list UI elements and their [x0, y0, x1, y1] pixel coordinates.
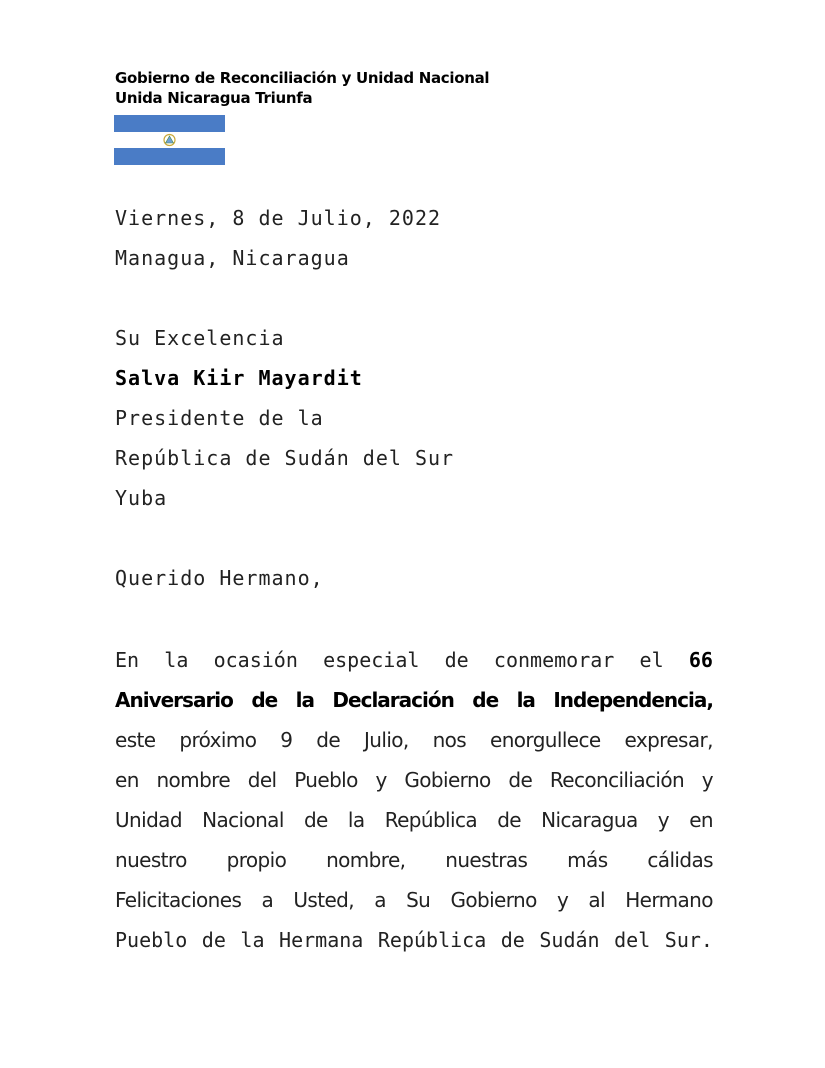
letter-body — [115, 646, 713, 966]
body-line: En la ocasión especial de conmemorar el 66 — [115, 646, 713, 686]
letterhead-motto: Unida Nicaragua Triunfa — [115, 89, 313, 107]
body-line: en nombre del Pueblo y Gobierno de Reconciliación y — [115, 768, 713, 792]
recipient-name: Salva Kiir Mayardit — [115, 366, 363, 390]
recipient-title-2: República de Sudán del Sur — [115, 446, 455, 470]
letter-place: Managua, Nicaragua — [115, 246, 350, 270]
body-line: Felicitaciones a Usted, a Su Gobierno y al Hermano — [115, 888, 713, 912]
recipient-title-1: Presidente de la — [115, 406, 324, 430]
body-line: Unidad Nacional de la República de Nicaragua y en — [115, 808, 713, 832]
salutation: Querido Hermano, — [115, 566, 324, 590]
letter-date: Viernes, 8 de Julio, 2022 — [115, 206, 442, 230]
anniversary-number: 66 — [688, 648, 713, 672]
nicaragua-flag-icon — [114, 115, 225, 165]
letterhead — [115, 68, 489, 108]
body-line: Aniversario de la Declaración de la Independencia, — [115, 688, 713, 712]
body-line: este próximo 9 de Julio, nos enorgullece expresar, — [115, 728, 713, 752]
recipient-honorific: Su Excelencia — [115, 326, 285, 350]
body-line: Pueblo de la Hermana República de Sudán del Sur. — [115, 928, 713, 952]
recipient-city: Yuba — [115, 486, 168, 510]
letterhead-government: Gobierno de Reconciliación y Unidad Nacional — [115, 69, 490, 87]
body-line: nuestro propio nombre, nuestras más cálidas — [115, 848, 713, 872]
